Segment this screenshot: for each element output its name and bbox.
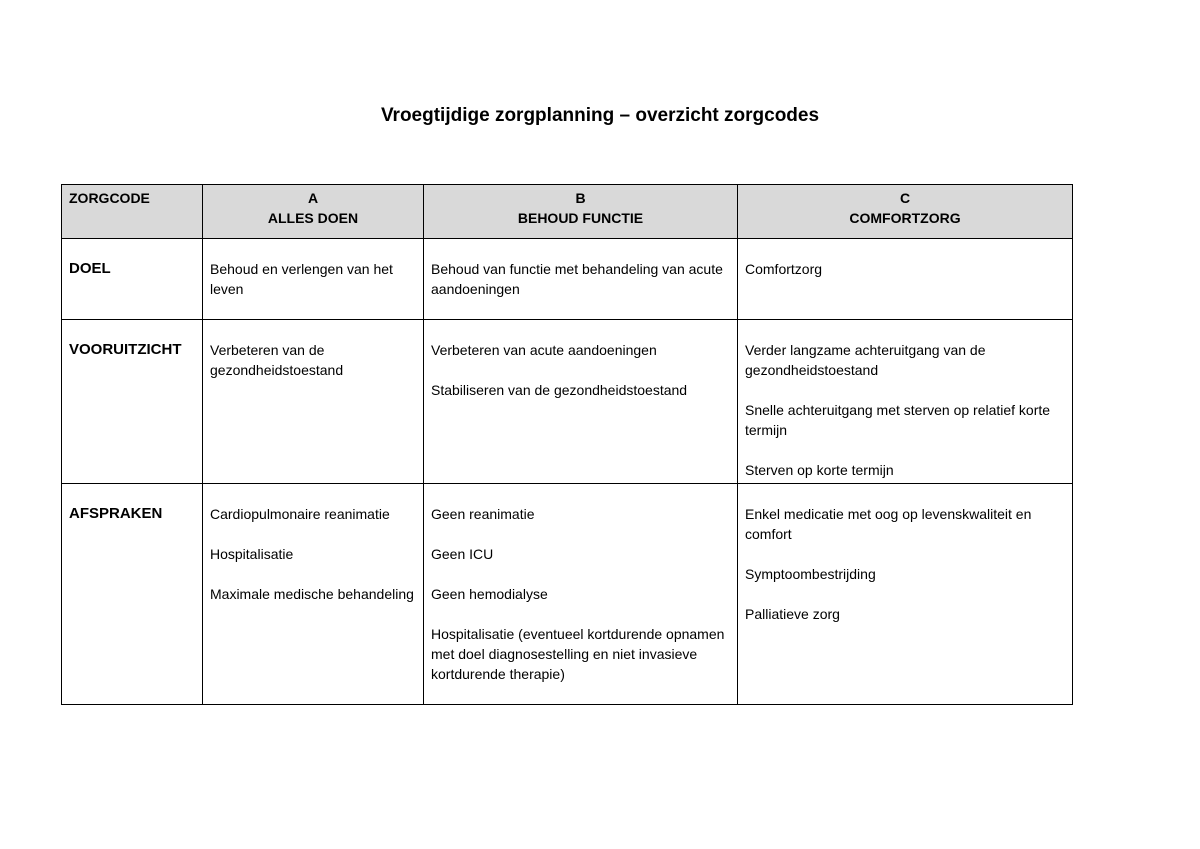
header-cell-code-b bbox=[424, 185, 738, 239]
cell-text: Hospitalisatie bbox=[210, 546, 294, 562]
row-label: VOORUITZICHT bbox=[62, 320, 203, 484]
cell-text: Comfortzorg bbox=[745, 261, 823, 277]
row-label: DOEL bbox=[62, 239, 203, 320]
cell-text: Behoud van functie met behandeling van acute aandoeningen bbox=[431, 261, 723, 297]
table-header-row bbox=[62, 185, 1073, 239]
cell-text: Cardiopulmonaire reanimatie bbox=[210, 506, 390, 522]
cell-text: Behoud en verlengen van het leven bbox=[210, 261, 393, 297]
code-name: COMFORTZORG bbox=[849, 210, 961, 226]
cell-text: Symptoombestrijding bbox=[745, 566, 876, 582]
code-name: BEHOUD FUNCTIE bbox=[517, 210, 644, 226]
code-letter: B bbox=[575, 190, 586, 206]
table-cell bbox=[424, 239, 738, 320]
code-letter: C bbox=[899, 190, 911, 206]
cell-text: Geen ICU bbox=[431, 546, 494, 562]
cell-text: Sterven op korte termijn bbox=[745, 462, 894, 478]
cell-text: Verbeteren van acute aandoeningen bbox=[431, 342, 657, 358]
cell-text: Geen reanimatie bbox=[431, 506, 535, 522]
cell-text: Snelle achteruitgang met sterven op relatief korte termijn bbox=[745, 402, 1051, 438]
header-cell-code-a bbox=[203, 185, 424, 239]
table-cell bbox=[738, 239, 1073, 320]
header-cell-code-c bbox=[738, 185, 1073, 239]
table-row-doel bbox=[62, 239, 1073, 320]
code-letter: A bbox=[307, 190, 319, 206]
table-row-afspraken bbox=[62, 484, 1073, 705]
cell-text: Stabiliseren van de gezondheidstoestand bbox=[431, 382, 688, 398]
header-cell-zorgcode: ZORGCODE bbox=[62, 185, 203, 239]
cell-text: Palliatieve zorg bbox=[745, 606, 840, 622]
table-cell bbox=[424, 320, 738, 484]
table-cell bbox=[203, 239, 424, 320]
code-name: ALLES DOEN bbox=[267, 210, 359, 226]
cell-text: Hospitalisatie (eventueel kortdurende opnamen met doel diagnosestelling en niet invasieve kortdurende therapie) bbox=[431, 626, 725, 682]
table-cell bbox=[203, 484, 424, 705]
table-cell bbox=[424, 484, 738, 705]
table-cell bbox=[203, 320, 424, 484]
cell-text: Verbeteren van de gezondheidstoestand bbox=[210, 342, 344, 378]
cell-text: Verder langzame achteruitgang van de gezondheidstoestand bbox=[745, 342, 986, 378]
table-cell bbox=[738, 484, 1073, 705]
table-cell bbox=[738, 320, 1073, 484]
cell-text: Enkel medicatie met oog op levenskwaliteit en comfort bbox=[745, 506, 1032, 542]
table-row-vooruitzicht bbox=[62, 320, 1073, 484]
cell-text: Maximale medische behandeling bbox=[210, 586, 414, 602]
cell-text: Geen hemodialyse bbox=[431, 586, 548, 602]
document-title: Vroegtijdige zorgplanning – overzicht zorgcodes bbox=[380, 105, 820, 126]
row-label: AFSPRAKEN bbox=[62, 484, 203, 705]
care-code-table bbox=[61, 184, 1073, 705]
